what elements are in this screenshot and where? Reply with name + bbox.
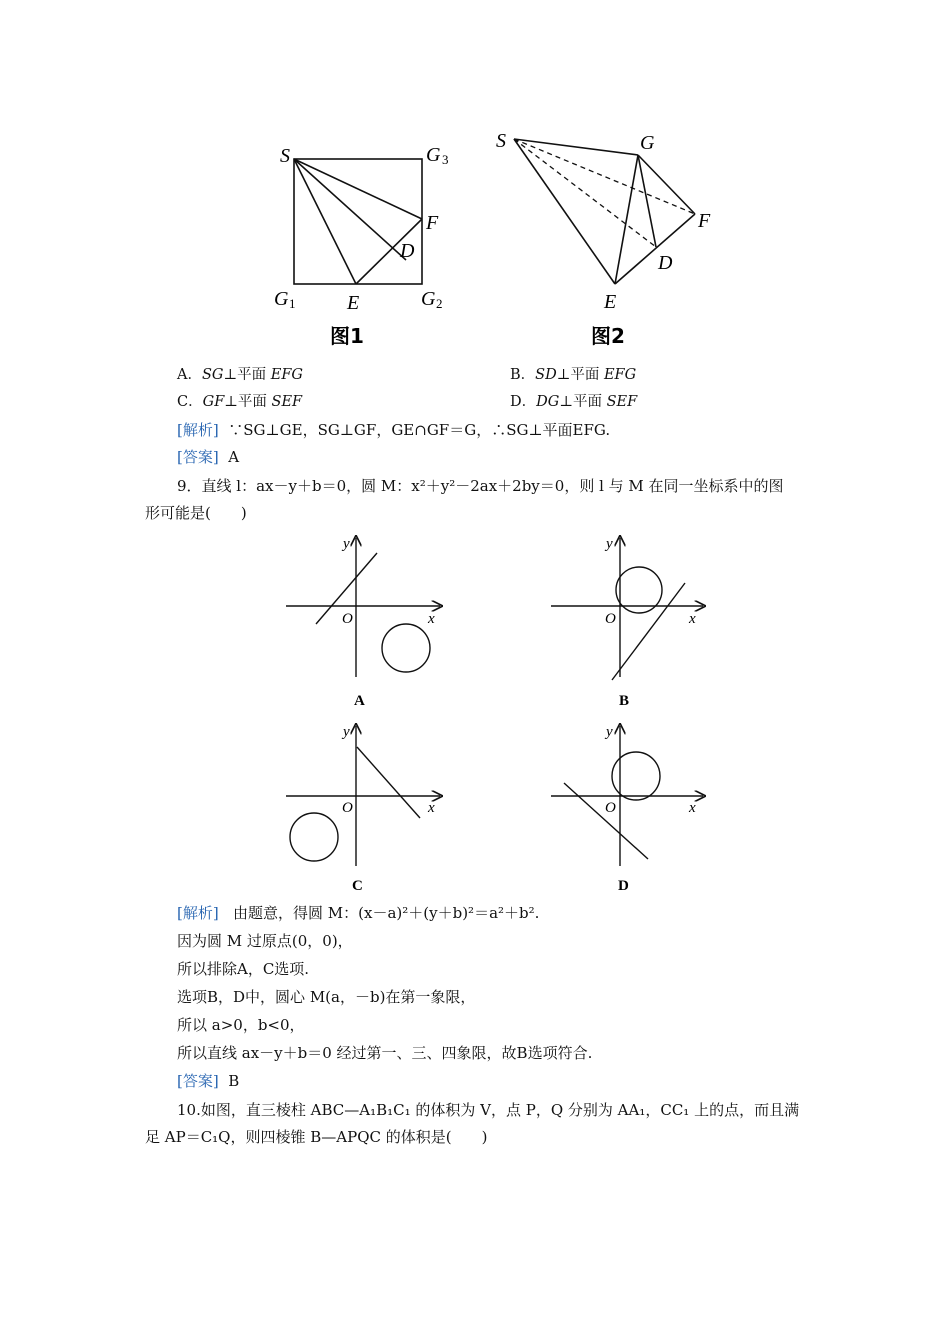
q8-analysis: [解析] ∵SG⊥GE，SG⊥GF，GE∩GF＝G，∴SG⊥平面EFG. <box>177 421 611 439</box>
graph-label-a: A <box>354 693 365 709</box>
label-g: G <box>640 132 655 154</box>
graph-label-b: B <box>619 693 630 709</box>
label-e2: E <box>604 291 617 313</box>
option-d: D．DG⊥平面 SEF <box>510 394 638 410</box>
label-f2: F <box>698 210 711 232</box>
q9-stem-2: 形可能是( ) <box>145 504 247 522</box>
svg-text:y: y <box>343 724 350 740</box>
q10-stem-1: 10.如图，直三棱柱 ABC—A₁B₁C₁ 的体积为 V，点 P，Q 分别为 AA₁，CC₁ 上的点，而且满 <box>177 1101 800 1119</box>
svg-text:x: x <box>689 611 696 627</box>
q10-stem-2: 足 AP＝C₁Q，则四棱锥 B—APQC 的体积是( ) <box>145 1128 488 1146</box>
label-g2: G <box>421 288 436 310</box>
q9-analysis-5: 所以 a>0，b<0， <box>177 1016 305 1034</box>
graph-d <box>545 718 715 898</box>
graph-label-d: D <box>618 878 629 894</box>
svg-text:x: x <box>428 800 435 816</box>
figure-1 <box>270 140 470 355</box>
svg-text:O: O <box>342 800 353 816</box>
label-d2: D <box>658 252 673 274</box>
svg-text:3: 3 <box>442 152 449 167</box>
caption-fig1: 图1 <box>330 324 364 348</box>
figure-2 <box>490 125 730 350</box>
svg-text:1: 1 <box>289 296 296 311</box>
option-b: B．SD⊥平面 EFG <box>510 367 637 383</box>
option-a: A．SG⊥平面 EFG <box>177 367 303 383</box>
label-g3: G <box>426 144 441 166</box>
svg-text:x: x <box>428 611 435 627</box>
label-d: D <box>400 240 415 262</box>
svg-text:y: y <box>343 536 350 552</box>
label-f: F <box>426 212 439 234</box>
q9-analysis-6: 所以直线 ax－y＋b＝0 经过第一、三、四象限，故B选项符合. <box>177 1044 593 1062</box>
label-s2: S <box>496 130 506 152</box>
svg-text:2: 2 <box>436 296 443 311</box>
q9-stem-1: 9．直线 l：ax－y＋b＝0，圆 M：x²＋y²－2ax＋2by＝0，则 l 与 M 在同一坐标系中的图 <box>177 477 784 495</box>
q9-answer: [答案] B <box>177 1072 240 1090</box>
option-c: C．GF⊥平面 SEF <box>177 394 303 410</box>
graph-label-c: C <box>352 878 363 894</box>
q9-analysis-2: 因为圆 M 过原点(0，0)， <box>177 932 353 950</box>
svg-text:y: y <box>606 724 613 740</box>
svg-text:y: y <box>606 536 613 552</box>
svg-text:O: O <box>342 611 353 627</box>
label-e: E <box>347 292 360 314</box>
q9-analysis-1: [解析] 由题意，得圆 M：(x－a)²＋(y＋b)²＝a²＋b². <box>177 904 540 922</box>
label-s: S <box>280 145 290 167</box>
graph-c <box>280 718 450 898</box>
q9-analysis-3: 所以排除A，C选项. <box>177 960 310 978</box>
caption-fig2: 图2 <box>591 324 625 348</box>
graph-a <box>280 530 450 710</box>
graph-b <box>545 530 715 710</box>
svg-text:x: x <box>689 800 696 816</box>
svg-text:O: O <box>605 611 616 627</box>
label-g1: G <box>274 288 289 310</box>
square-outline <box>294 159 422 284</box>
q8-answer: [答案] A <box>177 448 240 466</box>
q9-analysis-4: 选项B，D中，圆心 M(a，－b)在第一象限， <box>177 988 476 1006</box>
svg-text:O: O <box>605 800 616 816</box>
